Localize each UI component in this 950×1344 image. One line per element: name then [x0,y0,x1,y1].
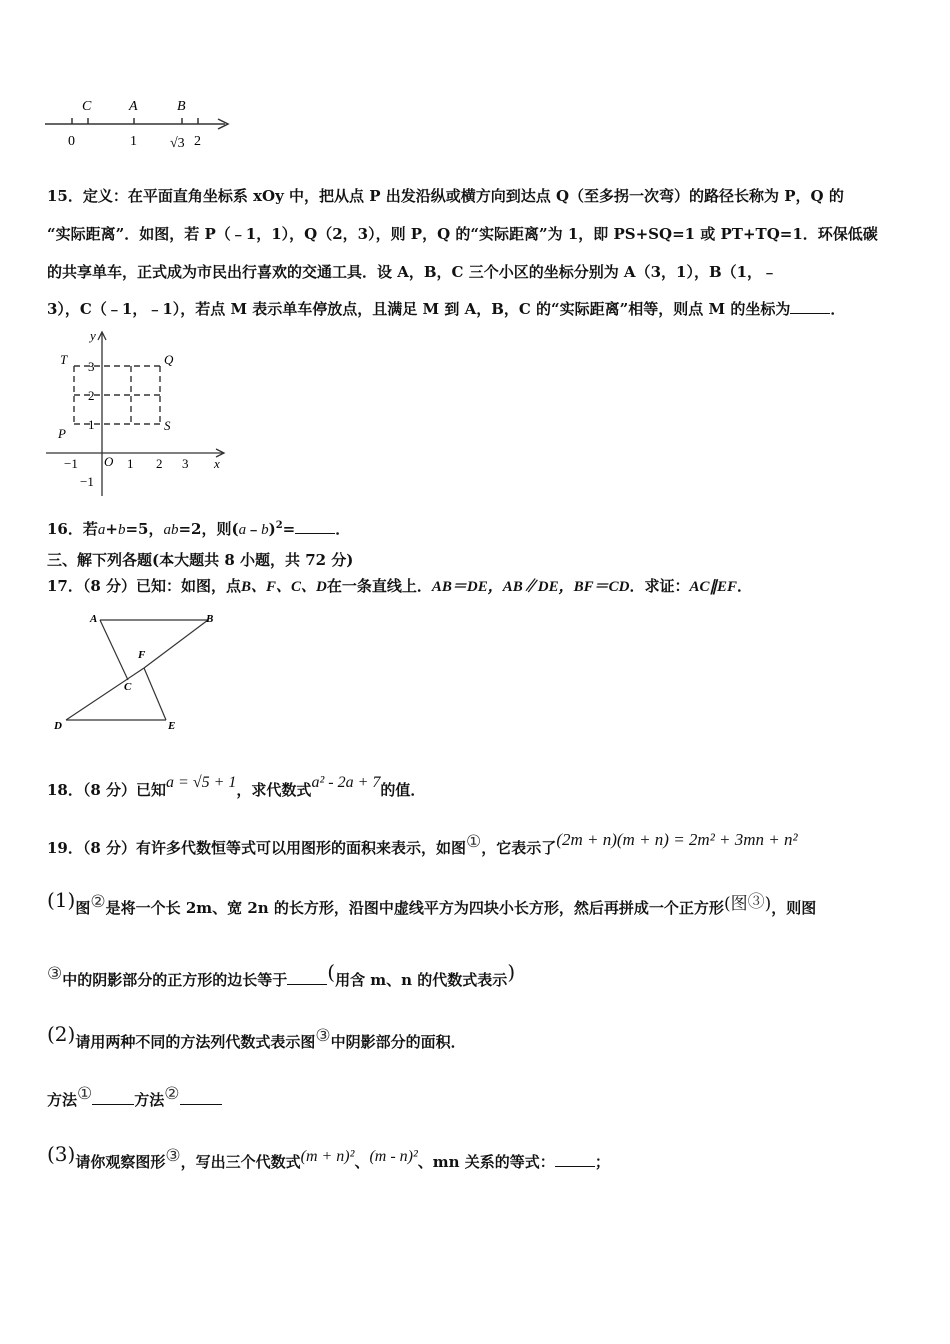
part-1-fig-close: ) [764,894,772,914]
part-2-text: 请用两种不同的方法列代数式表示图 [75,1033,316,1051]
var-ab: ab [163,522,179,538]
q19-mid: ，它表示了 [481,839,557,857]
q19-line-1 [47,830,798,858]
y-tick-1: 1 [88,417,95,432]
expr-m-plus-n-sq: (m + n)² [300,1148,355,1165]
q18-expr1: a = √5 + 1 [166,774,237,791]
x-tick-minus-1: −1 [64,456,78,471]
point-label-c: C [82,99,92,114]
point-label-b: B [177,99,186,114]
x-tick-1: 1 [127,456,134,471]
part-1-label: (1) [47,888,76,912]
answer-blank-q15[interactable] [790,299,830,314]
q19-part1-line-2 [47,960,516,990]
q15-line-1: 15．定义：在平面直角坐标系 xOy 中，把从点 P 出发沿纵或横方向到达点 Q（至多拐一次弯）的路径长称为 P，Q 的 [47,187,844,205]
part-3-label: (3) [47,1142,76,1166]
q16-eq1: =5， [125,520,164,538]
tri-label-d: D [54,720,62,732]
q16-end: ． [335,520,351,538]
q15-line-4-text: 3），C（﹣1，﹣1），若点 M 表示单车停放点，且满足 M 到 A，B，C 的“实际距离”相等，则点 M 的坐标为 [47,300,791,318]
q18-end: 的值． [380,781,426,799]
x-tick-3: 3 [182,456,189,471]
q19-methods-line [47,1084,222,1110]
part-1-hint: 用含 m、n 的代数式表示 [335,971,508,989]
part-3-text: 请你观察图形 [75,1153,166,1171]
method-1-num: ① [77,1084,93,1104]
tri-label-f: F [138,649,146,661]
tri-label-b: B [206,613,214,625]
part-1-then: ，则图 [771,899,817,917]
q16-number: 16．若 [47,520,98,538]
q15-line-3: 的共享单车，正式成为市民出行喜欢的交通工具．设 A，B，C 三个小区的坐标分别为 A（3，1），B（1，﹣ [47,263,778,281]
point-label-s: S [164,418,171,433]
tri-label-e: E [168,720,176,732]
tick-sqrt3: √3 [170,136,185,151]
figure-ref-3d: ③ [165,1146,181,1166]
q15-line-4 [47,299,845,319]
part-1-hint-open: ( [327,960,336,984]
q15-line-4-end: ． [830,300,846,318]
var-a: a [97,522,106,538]
q16-eq3: = [282,520,296,538]
var-b2: b [261,522,269,538]
q19-head: 19．（8 分）有许多代数恒等式可以用图形的面积来表示，如图 [47,839,467,857]
answer-blank-q16[interactable] [295,519,335,534]
figure-ref-3c: ③ [315,1026,331,1046]
y-tick-minus-1: −1 [80,474,94,489]
q17-head: 17．（8 分）已知：如图，点 [47,577,242,595]
y-tick-2: 2 [88,388,95,403]
q17-line [47,576,752,597]
part-3-exprs: ，写出三个代数式 [180,1153,301,1171]
part-3-end: ； [594,1153,610,1171]
separator: 、 [354,1153,370,1171]
point-label-p: P [58,426,66,441]
q16-line [47,516,350,540]
answer-blank-part-3[interactable] [555,1152,595,1167]
origin-label: O [104,454,114,469]
tick-2: 2 [194,134,201,149]
part-2-end: 中阴影部分的面积． [330,1033,466,1051]
method-1-label: 方法 [47,1091,78,1109]
q18-line [47,774,426,801]
q15-line-2: “实际距离”．如图，若 P（﹣1，1），Q（2，3），则 P，Q 的“实际距离”为 1，即 PS+SQ=1 或 PT+TQ=1．环保低碳 [47,225,878,243]
y-tick-3: 3 [88,359,95,374]
tick-0: 0 [68,134,75,149]
figure-ref-3: ③ [747,892,765,912]
point-label-t: T [60,352,68,367]
expr-m-minus-n-sq: (m - n)² [369,1148,418,1165]
triangle-figure [48,608,228,738]
part-1-text: 是将一个长 2m、宽 2n 的长方形，沿图中虚线平方为四块小长方形，然后再拼成一个正方形 [105,899,724,917]
q18-expr2: a² - 2a + 7 [311,774,381,791]
figure-ref-2: ② [90,892,106,912]
q17-goal: AC∥EF [689,579,738,595]
q17-end: ． [737,577,753,595]
var-b: b [117,522,126,538]
tri-label-c: C [124,681,132,693]
part-1-fig-open: (图 [723,894,748,914]
q17-prove: ．求证： [629,577,690,595]
q19-part2-line [47,1022,466,1052]
q17-mid: 在一条直线上． [326,577,432,595]
figure-ref-1: ① [466,832,482,852]
part-1-fig: 图 [75,899,91,917]
part-2-label: (2) [47,1022,76,1046]
q16-eq2: =2，则( [178,520,239,538]
part-1-hint-close: ) [507,960,516,984]
part-1-side-text: 中的阴影部分的正方形的边长等于 [62,971,288,989]
axis-label-y: y [90,328,96,343]
coordinate-grid-figure [44,324,234,500]
q17-points: B、F、C、D [241,579,327,595]
minus-sign: ﹣ [246,520,262,538]
close-paren: ) [268,520,276,538]
q19-identity: (2m + n)(m + n) = 2m² + 3mn + n² [556,830,798,849]
point-label-a: A [129,99,138,114]
q18-mid: ，求代数式 [236,781,312,799]
q19-part1-line-1 [47,888,817,918]
axis-label-x: x [214,456,220,471]
answer-blank-method-1[interactable] [92,1090,134,1105]
var-a2: a [238,522,247,538]
answer-blank-side[interactable] [287,970,327,985]
tri-label-a: A [90,613,98,625]
square-exponent: 2 [275,520,283,531]
q17-conditions: AB＝DE，AB∥DE，BF＝CD [431,579,630,595]
part-3-relation: 、mn 关系的等式： [417,1153,555,1171]
point-label-q: Q [164,352,174,367]
number-line-figure [40,92,240,152]
q19-part3-line [47,1142,610,1173]
figure-ref-3b: ③ [47,964,63,984]
plus-sign: + [105,520,118,538]
x-tick-2: 2 [156,456,163,471]
answer-blank-method-2[interactable] [180,1090,222,1105]
q18-head: 18．（8 分）已知 [47,781,167,799]
method-2-num: ② [164,1084,180,1104]
section-3-heading: 三、解下列各题(本大题共 8 小题，共 72 分) [47,551,354,569]
method-2-label: 方法 [134,1091,165,1109]
tick-1: 1 [130,134,137,149]
